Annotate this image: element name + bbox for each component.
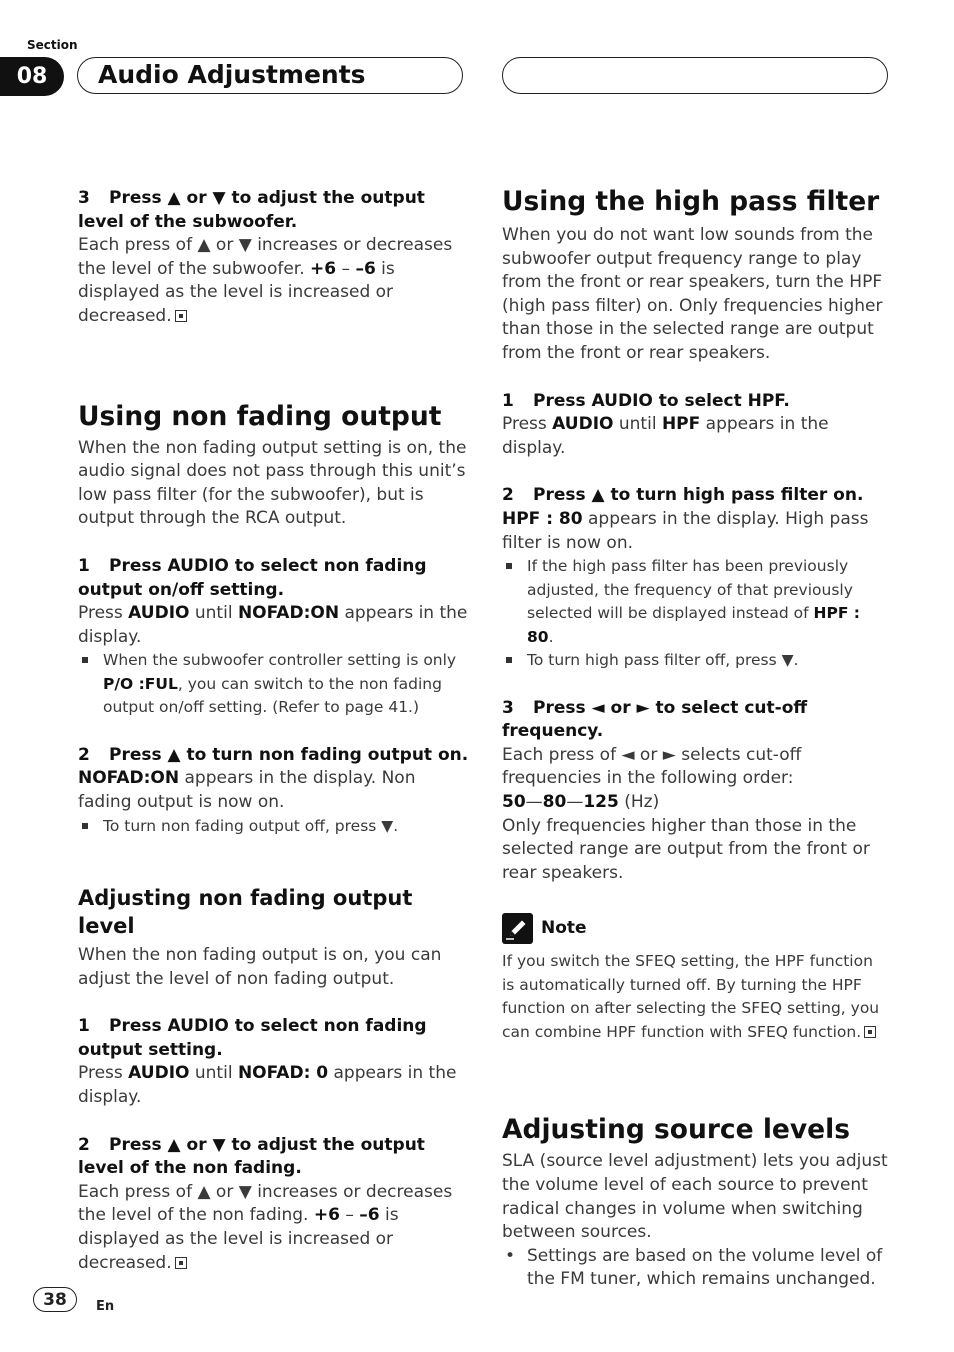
end-mark-icon [175, 310, 187, 322]
step-body: Press AUDIO until NOFAD:ON appears in the display. [78, 603, 468, 647]
note-item: If the high pass filter has been previously adjusted, the frequency of that previously selected will be displayed instead of HPF : 80. [502, 555, 890, 649]
section-heading-hpf: Using the high pass filter [502, 186, 880, 217]
step-heading: 2 Press ▲ to turn high pass filter on. [502, 485, 864, 506]
level-intro: When the non fading output is on, you can adjust the level of non fading output. [78, 945, 442, 989]
step-body: Each press of ▲ or ▼ increases or decreases the level of the non fading. +6 – –6 is displayed as the level is increased or decreased. [78, 1181, 453, 1273]
right-column [502, 186, 890, 1292]
nonfading-intro: When the non fading output setting is on, the audio signal does not pass through this unit’s low pass filter (for the subwoofer), but is output through the RCA output. [78, 437, 467, 529]
step-heading: 3 Press ◄ or ► to select cut-off frequency. [502, 697, 808, 742]
step-body: NOFAD:ON appears in the display. Non fading output is now on. [78, 768, 416, 812]
note-header [502, 913, 890, 944]
end-mark-icon [175, 1257, 187, 1269]
frequency-sequence: 50—80—125 (Hz) [502, 792, 660, 812]
hpf-intro: When you do not want low sounds from the subwoofer output frequency range to play from the front or rear speakers, turn the HPF (high pass filter) on. Only frequencies higher than those in the selected range are output from the front or rear speakers. [502, 225, 883, 363]
section-heading-sla: Adjusting source levels [502, 1114, 850, 1146]
section-title: Audio Adjustments [98, 60, 366, 89]
step-body: Press AUDIO until HPF appears in the display. [502, 414, 829, 458]
step-heading: 2 Press ▲ to turn non fading output on. [78, 744, 469, 765]
step-body: Press AUDIO until NOFAD: 0 appears in the display. [78, 1063, 457, 1108]
section-label: Section [27, 38, 78, 52]
section-number-badge: 08 [0, 57, 64, 96]
step-heading: 3 Press ▲ or ▼ to adjust the output level of the subwoofer. [78, 188, 425, 232]
note-item: When the subwoofer controller setting is only P/O :FUL, you can switch to the non fading output on/off setting. (Refer to page 41.) [78, 649, 470, 720]
square-bullet-icon [506, 657, 512, 663]
square-bullet-icon [82, 657, 88, 663]
section-heading-nonfading: Using non fading output [78, 400, 442, 432]
left-column [78, 187, 470, 1275]
page-number: 38 [33, 1287, 77, 1312]
square-bullet-icon [82, 823, 88, 829]
step-body: Each press of ▲ or ▼ increases or decreases the level of the subwoofer. +6 – –6 is displayed as the level is increased or decreased. [78, 235, 453, 326]
header-blank-frame [502, 57, 888, 94]
note-text: If you switch the SFEQ setting, the HPF function is automatically turned off. By turning the HPF function on after selecting the SFEQ setting, you can combine HPF function with SFEQ function. [502, 952, 880, 1041]
step-heading: 1 Press AUDIO to select non fading output setting. [78, 1016, 427, 1060]
square-bullet-icon [506, 563, 512, 569]
step-heading: 2 Press ▲ or ▼ to adjust the output level of the non fading. [78, 1134, 425, 1179]
note-label: Note [541, 918, 587, 939]
language-label: En [96, 1299, 115, 1314]
sla-intro: SLA (source level adjustment) lets you adjust the volume level of each source to prevent radical changes in volume when switching between sources. [502, 1151, 888, 1243]
step-body: Only frequencies higher than those in the selected range are output from the front or rear speakers. [502, 815, 870, 883]
bullet-item: • Settings are based on the volume level of the FM tuner, which remains unchanged. [505, 1245, 883, 1290]
dot-bullet-icon: • [505, 1245, 516, 1266]
note-item: To turn high pass filter off, press ▼. [502, 649, 890, 673]
step-body: Each press of ◄ or ► selects cut-off frequencies in the following order: [502, 744, 802, 789]
step-body: HPF : 80 appears in the display. High pass filter is now on. [502, 508, 869, 553]
step-heading: 1 Press AUDIO to select HPF. [502, 390, 790, 411]
step-heading: 1 Press AUDIO to select non fading output on/off setting. [78, 555, 427, 600]
pencil-note-icon [502, 913, 533, 944]
end-mark-icon [864, 1026, 876, 1038]
note-item: To turn non fading output off, press ▼. [78, 815, 470, 839]
subsection-heading-level: Adjusting non fading output level [78, 886, 413, 939]
